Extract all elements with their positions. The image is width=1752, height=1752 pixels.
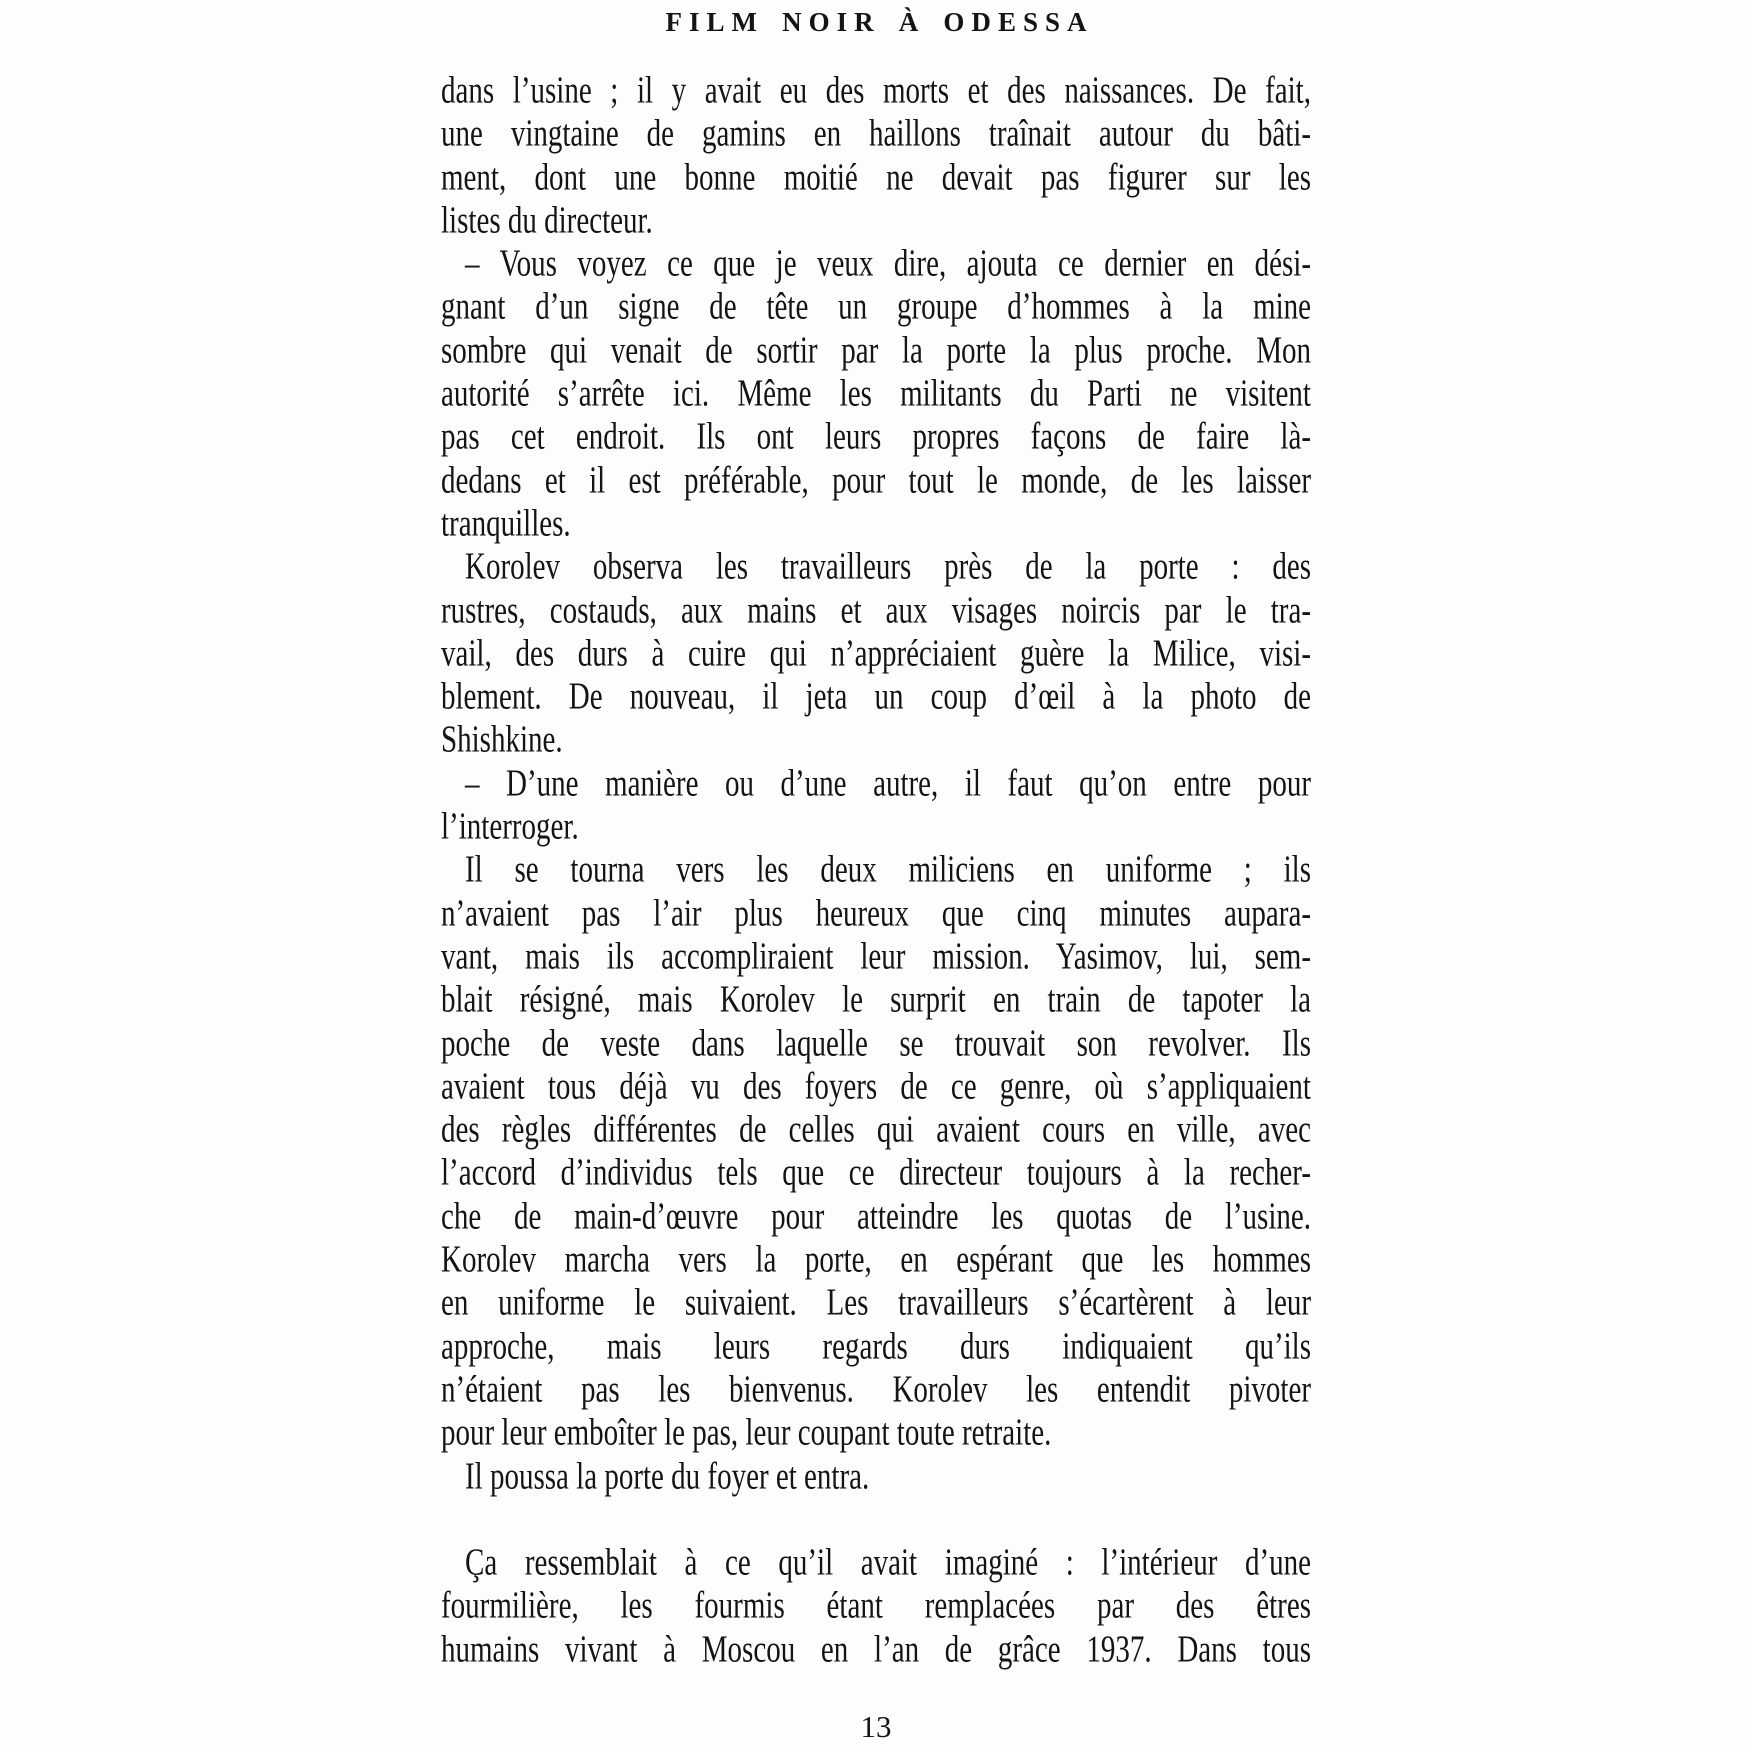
text-line: listes du directeur. [441,199,653,242]
paragraph [441,849,1311,1455]
text-line: dedans et il est préférable, pour tout le monde, de les laisser [441,459,1311,502]
text-line: une vingtaine de gamins en haillons traînait autour du bâti- [441,112,1311,156]
text-line: approche, mais leurs regards durs indiquaient qu’ils [441,1325,1311,1368]
text-line: n’étaient pas les bienvenus. Korolev les entendit pivoter [441,1368,1311,1411]
paragraph [441,763,1311,850]
text-line: Il se tourna vers les deux miliciens en uniforme ; ils [465,849,1311,892]
text-line: ment, dont une bonne moitié ne devait pas figurer sur les [441,156,1311,199]
text-line: vant, mais ils accompliraient leur mission. Yasimov, lui, sem- [441,935,1311,978]
text-line: autorité s’arrête ici. Même les militants du Parti ne visitent [441,372,1311,415]
page-number: 13 [860,1709,892,1744]
page-body-text [441,70,1311,1672]
text-line: pour leur emboîter le pas, leur coupant toute retraite. [441,1411,1052,1455]
text-line: Il poussa la porte du foyer et entra. [465,1455,870,1498]
text-line: – D’une manière ou d’une autre, il faut qu’on entre pour [465,762,1311,805]
text-line: sombre qui venait de sortir par la porte la plus proche. Mon [441,329,1311,372]
text-line: pas cet endroit. Ils ont leurs propres façons de faire là- [441,416,1311,459]
text-line: Shishkine. [441,719,563,762]
text-line: n’avaient pas l’air plus heureux que cinq minutes aupara- [441,892,1311,935]
paragraph [441,243,1311,546]
text-line: blait résigné, mais Korolev le surprit en train de tapoter la [441,978,1311,1022]
text-line: che de main-d’œuvre pour atteindre les quotas de l’usine. [441,1195,1311,1238]
text-line: dans l’usine ; il y avait eu des morts et des naissances. De fait, [441,69,1311,112]
text-line: tranquilles. [441,502,571,545]
text-line: – Vous voyez ce que je veux dire, ajouta ce dernier en dési- [465,242,1311,286]
text-line: fourmilière, les fourmis étant remplacées par des êtres [441,1585,1311,1628]
text-line: Ça ressemblait à ce qu’il avait imaginé : l’intérieur d’une [465,1541,1311,1585]
running-header-title: FILM NOIR À ODESSA [665,7,1094,37]
text-line: l’accord d’individus tels que ce directeur toujours à la recher- [441,1152,1311,1195]
text-line: des règles différentes de celles qui avaient cours en ville, avec [441,1108,1311,1152]
text-line: en uniforme le suivaient. Les travailleurs s’écartèrent à leur [441,1281,1311,1325]
paragraph [441,546,1311,762]
text-line: l’interroger. [441,805,579,848]
paragraph [441,1542,1311,1672]
text-line: blement. De nouveau, il jeta un coup d’œil à la photo de [441,675,1311,719]
text-line: poche de veste dans laquelle se trouvait son revolver. Ils [441,1022,1311,1065]
text-line: rustres, costauds, aux mains et aux visages noircis par le tra- [441,589,1311,632]
paragraph [441,1456,1311,1499]
paragraph [441,70,1311,243]
text-line: Korolev observa les travailleurs près de la porte : des [465,545,1311,589]
text-line: Korolev marcha vers la porte, en espérant que les hommes [441,1238,1311,1281]
text-line: humains vivant à Moscou en l’an de grâce 1937. Dans tous [441,1628,1311,1671]
text-line: avaient tous déjà vu des foyers de ce genre, où s’appliquaient [441,1065,1311,1108]
text-line: vail, des durs à cuire qui n’appréciaient guère la Milice, visi- [441,632,1311,675]
text-line: gnant d’un signe de tête un groupe d’hommes à la mine [441,286,1311,329]
